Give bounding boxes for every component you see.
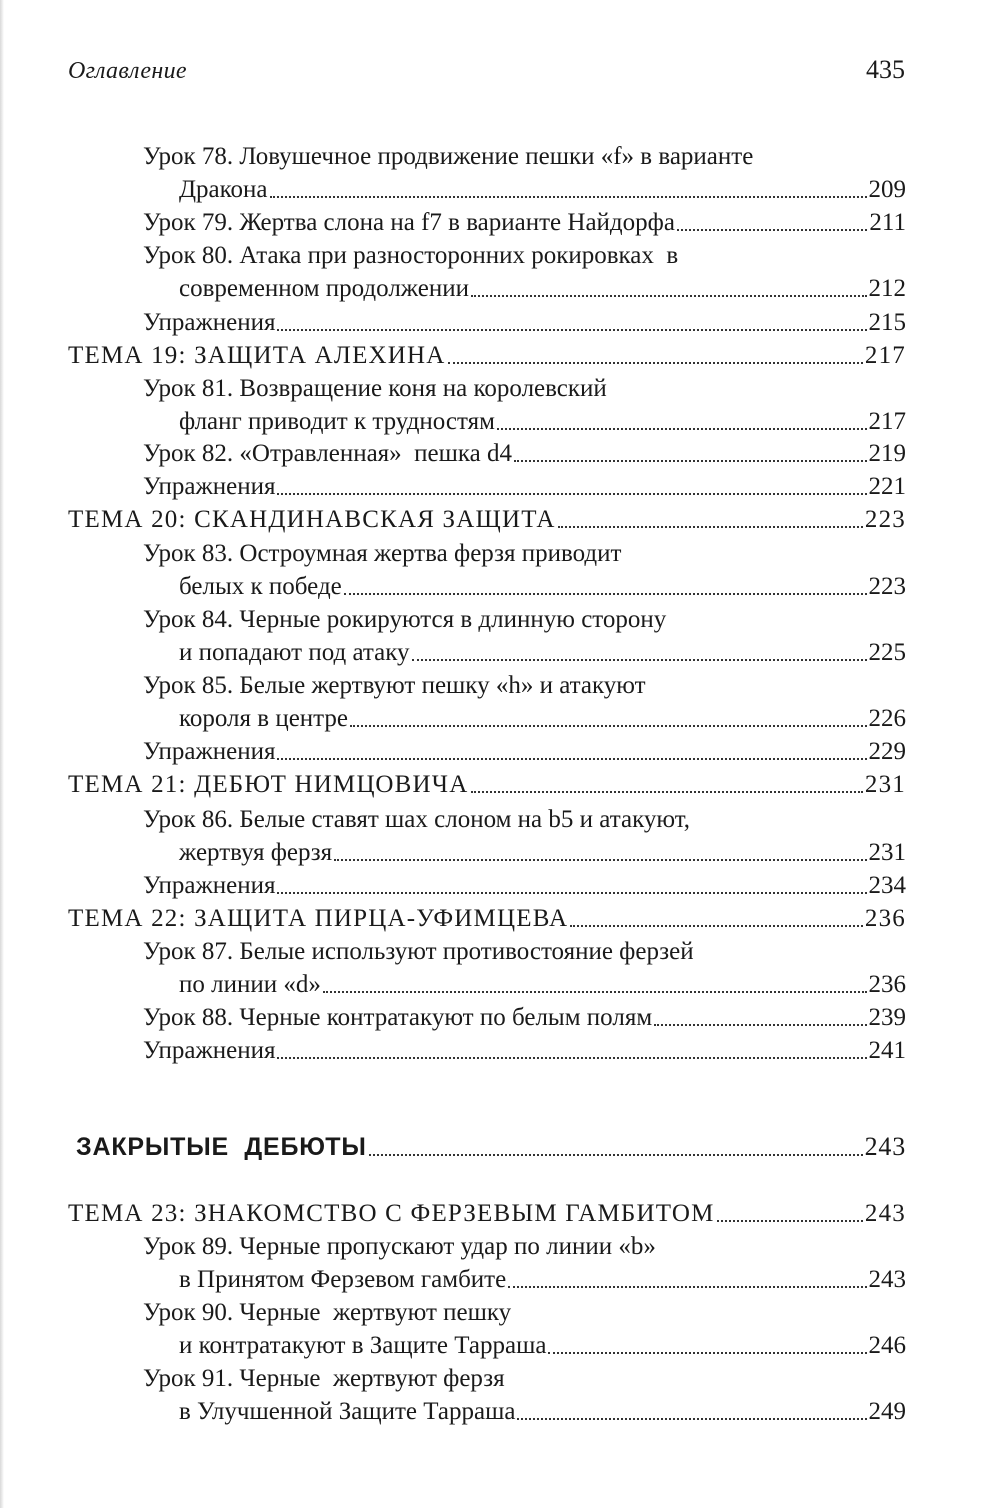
toc-entry-title: Дракона [179, 176, 268, 203]
toc-entry-exercise [143, 869, 906, 902]
toc-entry-page-number: 223 [864, 506, 906, 533]
dot-leader [323, 990, 867, 993]
toc-entry-title: ТЕМА 22: ЗАЩИТА ПИРЦА-УФИМЦЕВА [68, 905, 569, 932]
toc-entry-page-number: 234 [868, 872, 906, 899]
toc-entry-line [143, 1329, 906, 1362]
toc-entry-page-number: 217 [868, 408, 906, 435]
toc-entry-line [143, 173, 906, 206]
toc-entry-title: Урок 90. Черные жертвуют пешку [143, 1299, 512, 1326]
toc-entry-lesson [143, 206, 906, 239]
toc-entry-line [143, 869, 906, 902]
toc-entry-line [143, 470, 906, 503]
toc-entry-exercise [143, 306, 906, 339]
toc-entry-line [143, 1395, 906, 1428]
toc-entry-line [143, 1001, 906, 1034]
toc-entry-title: в Принятом Ферзевом гамбите [179, 1266, 507, 1293]
toc-entry-line [143, 405, 906, 438]
dot-leader [277, 492, 866, 495]
toc-entry-lesson [143, 669, 906, 735]
toc-entry-title: Упражнения [143, 872, 276, 899]
dot-leader [677, 228, 867, 231]
toc-entry-lesson [143, 239, 906, 305]
toc-entry-lesson [143, 935, 906, 1001]
toc-entry-lesson [143, 1296, 906, 1362]
toc-entry-line [143, 272, 906, 305]
toc-entry-page-number: 215 [868, 309, 906, 336]
toc-entry-title: Урок 87. Белые используют противостояние ферзей [143, 938, 694, 965]
toc-entry-topic [68, 339, 906, 372]
toc-entry-line [143, 968, 906, 1001]
toc-entry-page-number: 221 [868, 473, 906, 500]
dot-leader [344, 592, 867, 595]
dot-leader [277, 891, 866, 894]
toc-entry-page-number: 211 [869, 209, 906, 236]
toc-entry-title: Урок 78. Ловушечное продвижение пешки «f» в варианте [143, 143, 754, 170]
toc-entry-lesson [143, 603, 906, 669]
running-head-title: Оглавление [68, 58, 187, 84]
toc-entry-title: в Улучшенной Защите Тарраша [179, 1398, 516, 1425]
toc-entry-line [143, 140, 906, 173]
dot-leader [558, 525, 863, 528]
toc-entry-line [76, 1130, 906, 1164]
toc-entry-page-number: 231 [868, 839, 906, 866]
toc-entry-line [68, 339, 906, 372]
running-header [68, 55, 905, 85]
toc-entry-line [143, 437, 906, 470]
toc-entry-line [143, 803, 906, 836]
toc-entry-title: по линии «d» [179, 971, 321, 998]
toc-entry-line [143, 1362, 906, 1395]
toc-entry-exercise [143, 470, 906, 503]
toc-entry-topic [68, 1197, 906, 1230]
toc-entry-line [68, 768, 906, 801]
dot-leader [517, 1417, 866, 1420]
toc-entry-title: жертвуя ферзя [179, 839, 333, 866]
toc-entry-page-number: 243 [864, 1132, 906, 1161]
toc-entry-line [143, 603, 906, 636]
toc-entry-title: ТЕМА 21: ДЕБЮТ НИМЦОВИЧА [68, 771, 469, 798]
toc-entry-line [143, 1034, 906, 1067]
toc-entry-line [143, 206, 906, 239]
dot-leader [497, 427, 867, 430]
dot-leader [654, 1023, 866, 1026]
toc-entry-title: короля в центре [179, 705, 349, 732]
dot-leader [334, 858, 866, 861]
toc-entry-line [143, 836, 906, 869]
toc-entry-lesson [143, 372, 906, 438]
toc-entry-page-number: 226 [868, 705, 906, 732]
dot-leader [350, 724, 866, 727]
toc-entry-page-number: 231 [864, 771, 906, 798]
dot-leader [277, 328, 866, 331]
dot-leader [508, 1285, 866, 1288]
dot-leader [514, 459, 866, 462]
toc-entry-exercise [143, 1034, 906, 1067]
toc-entry-topic [68, 503, 906, 536]
toc-entry-page-number: 225 [868, 639, 906, 666]
toc-entry-page-number: 246 [868, 1332, 906, 1359]
toc-entry-title: ТЕМА 19: ЗАЩИТА АЛЕХИНА [68, 342, 446, 369]
toc-entry-lesson [143, 1362, 906, 1428]
toc-entry-line [143, 935, 906, 968]
toc-entry-page-number: 243 [868, 1266, 906, 1293]
dot-leader [277, 757, 866, 760]
toc-entry-line [143, 239, 906, 272]
toc-entry-title: Урок 83. Остроумная жертва ферзя приводит [143, 540, 622, 567]
toc-entry-line [68, 1197, 906, 1230]
page-number: 435 [866, 55, 905, 84]
dot-leader [270, 195, 867, 198]
dot-leader [471, 294, 867, 297]
toc-entry-lesson [143, 1001, 906, 1034]
toc-entry-topic [68, 902, 906, 935]
toc-entry-title: фланг приводит к трудностям [179, 408, 495, 435]
toc-entry-title: белых к победе [179, 573, 342, 600]
toc-entry-title: Урок 86. Белые ставят шах слоном на b5 и атакуют, [143, 806, 690, 833]
toc-entry-line [143, 735, 906, 768]
dot-leader [570, 924, 863, 927]
toc-entry-title: и попадают под атаку [179, 639, 410, 666]
toc-entry-line [143, 1296, 906, 1329]
toc-entry-page-number: 229 [868, 738, 906, 765]
dot-leader [369, 1153, 863, 1156]
toc-entry-topic [68, 768, 906, 801]
toc-entry-title: и контратакуют в Защите Тарраша [179, 1332, 547, 1359]
toc-entry-line [143, 306, 906, 339]
toc-entry-title: Урок 84. Черные рокируются в длинную сторону [143, 606, 667, 633]
toc-entry-title: Упражнения [143, 738, 276, 765]
toc-entry-title: Упражнения [143, 473, 276, 500]
toc-entry-page-number: 209 [868, 176, 906, 203]
toc-entry-section [76, 1130, 906, 1164]
toc-entry-line [143, 372, 906, 405]
toc-entry-title: Урок 88. Черные контратакуют по белым полям [143, 1004, 653, 1031]
toc-entry-page-number: 212 [868, 275, 906, 302]
toc-entry-title: Урок 81. Возвращение коня на королевский [143, 375, 607, 402]
toc-entry-page-number: 241 [868, 1037, 906, 1064]
toc-entry-line [143, 702, 906, 735]
toc-entry-line [68, 503, 906, 536]
toc-entry-line [143, 537, 906, 570]
toc-entry-title: Урок 91. Черные жертвуют ферзя [143, 1365, 505, 1392]
toc-entry-page-number: 217 [864, 342, 906, 369]
toc-entry-title: Урок 82. «Отравленная» пешка d4 [143, 440, 513, 467]
dot-leader [717, 1219, 863, 1222]
toc-entry-line [143, 636, 906, 669]
toc-entry-line [143, 669, 906, 702]
toc-entry-title: Урок 80. Атака при разносторонних рокировках в [143, 242, 679, 269]
toc-entry-page-number: 236 [868, 971, 906, 998]
toc-entry-exercise [143, 735, 906, 768]
toc-entry-line [143, 1263, 906, 1296]
toc-entry-page-number: 236 [864, 905, 906, 932]
toc-entry-page-number: 223 [868, 573, 906, 600]
toc-entry-title: ТЕМА 20: СКАНДИНАВСКАЯ ЗАЩИТА [68, 506, 556, 533]
toc-entry-page-number: 219 [868, 440, 906, 467]
toc-entry-line [143, 570, 906, 603]
toc-entry-title: ЗАКРЫТЫЕ ДЕБЮТЫ [76, 1133, 367, 1161]
book-spine-shadow [0, 0, 4, 1508]
dot-leader [548, 1351, 866, 1354]
toc-entry-line [143, 1230, 906, 1263]
toc-entry-title: Упражнения [143, 1037, 276, 1064]
toc-entry-line [68, 902, 906, 935]
toc-entry-title: Упражнения [143, 309, 276, 336]
dot-leader [471, 790, 863, 793]
toc-entry-lesson [143, 537, 906, 603]
dot-leader [412, 658, 867, 661]
toc-entry-title: современном продолжении [179, 275, 469, 302]
toc-entry-page-number: 249 [868, 1398, 906, 1425]
toc-entry-lesson [143, 437, 906, 470]
toc-entry-lesson [143, 1230, 906, 1296]
toc-entry-title: Урок 89. Черные пропускают удар по линии «b» [143, 1233, 656, 1260]
toc-entry-title: Урок 85. Белые жертвуют пешку «h» и атакуют [143, 672, 646, 699]
dot-leader [277, 1056, 866, 1059]
toc-entry-lesson [143, 140, 906, 206]
toc-entry-page-number: 239 [868, 1004, 906, 1031]
toc-entry-lesson [143, 803, 906, 869]
toc-entry-title: Урок 79. Жертва слона на f7 в варианте Найдорфа [143, 209, 675, 236]
toc-entry-page-number: 243 [864, 1200, 906, 1227]
toc-entry-title: ТЕМА 23: ЗНАКОМСТВО С ФЕРЗЕВЫМ ГАМБИТОМ [68, 1200, 715, 1227]
dot-leader [448, 361, 863, 364]
